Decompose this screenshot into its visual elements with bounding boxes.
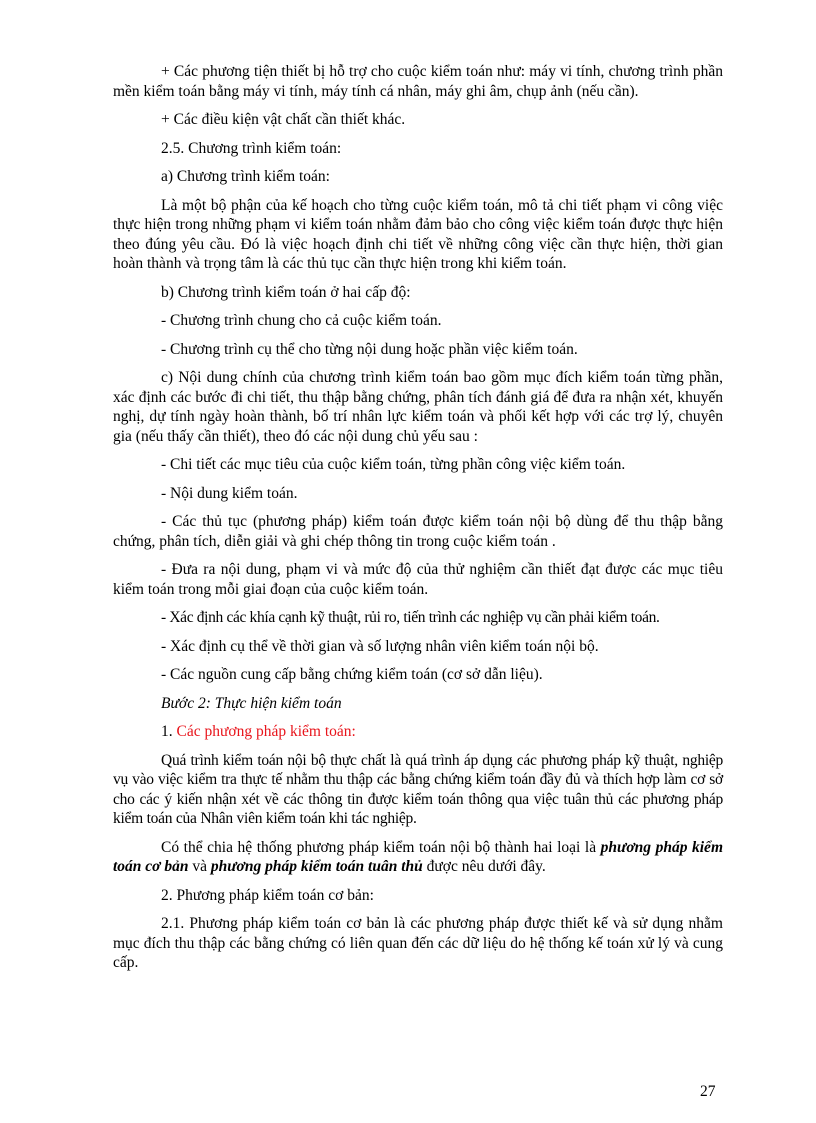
heading-2-5-b: b) Chương trình kiểm toán ở hai cấp độ: — [161, 283, 411, 301]
section-1-title: Các phương pháp kiểm toán: — [176, 723, 356, 740]
list-item-content: - Nội dung kiểm toán. — [161, 484, 298, 502]
list-item-objectives: - Chi tiết các mục tiêu của cuộc kiểm toán, từng phần công việc kiểm toán. — [161, 456, 626, 473]
section-1-number: 1. — [161, 723, 177, 740]
list-item-time-staff: - Xác định cụ thể về thời gian và số lượng nhân viên kiểm toán nội bộ. — [161, 637, 599, 655]
classification-and: và — [188, 858, 211, 875]
classification-lead: Có thể chia hệ thống phương pháp kiểm toán nội bộ thành hai loại là — [161, 838, 601, 856]
paragraph-classification — [113, 838, 723, 877]
heading-2-5: 2.5. Chương trình kiểm toán: — [161, 139, 342, 157]
term-substantive-method: phương pháp kiểm toán cơ bản — [113, 838, 723, 875]
paragraph-main-content: c) Nội dung chính của chương trình kiểm toán bao gồm mục đích kiểm toán từng phần, xác định các bước đi chi tiết, thu thập bằng chứng, phân tích đánh giá để đưa ra nhận xét, khuyến nghị, dự tính ngày hoàn thành, bố trí nhân lực kiểm toán và phối kết hợp với các trợ lý, chuyên gia (nếu thấy cần thiết), theo đó các nội dung chủ yếu sau : — [113, 369, 723, 445]
list-item-general-program: - Chương trình chung cho cả cuộc kiểm toán. — [161, 312, 442, 329]
term-compliance-method: phương pháp kiểm toán tuân thủ — [210, 858, 423, 875]
section-2-heading: 2. Phương pháp kiểm toán cơ bản: — [161, 886, 374, 904]
section-1-heading — [113, 722, 723, 742]
heading-2-5-a: a) Chương trình kiểm toán: — [161, 168, 330, 185]
list-item-specific-program: - Chương trình cụ thể cho từng nội dung hoặc phần việc kiểm toán. — [161, 340, 578, 358]
paragraph-audit-process: Quá trình kiểm toán nội bộ thực chất là quá trình áp dụng các phương pháp kỹ thuật, nghiệp vụ vào việc kiểm tra thực tế nhằm thu thập các bằng chứng kiểm toán đầy đủ và thích hợp làm cơ sở cho các ý kiến nhận xét về các thông tin được kiểm toán thông qua việc tuân thủ các phương pháp kiểm toán của Nhân viên kiểm toán khi tác nghiệp. — [113, 751, 723, 827]
document-body — [113, 62, 723, 982]
list-item-procedures: - Các thủ tục (phương pháp) kiểm toán được kiểm toán nội bộ dùng để thu thập bằng chứng, phân tích, diễn giải và ghi chép thông tin trong cuộc kiểm toán . — [113, 513, 723, 550]
list-item-evidence-sources: - Các nguồn cung cấp bằng chứng kiểm toán (cơ sở dẫn liệu). — [161, 666, 543, 683]
list-item-scope: - Đưa ra nội dung, phạm vi và mức độ của thử nghiệm cần thiết đạt được các mục tiêu kiểm toán trong mỗi giai đoạn của cuộc kiểm toán. — [113, 561, 723, 598]
list-item-technical-risk: - Xác định các khía cạnh kỹ thuật, rủi ro, tiến trình các nghiệp vụ cần phải kiểm toán. — [161, 609, 660, 626]
step-2-heading: Bước 2: Thực hiện kiểm toán — [161, 694, 342, 712]
paragraph-other-conditions: + Các điều kiện vật chất cần thiết khác. — [161, 111, 406, 128]
paragraph-program-definition: Là một bộ phận của kế hoạch cho từng cuộc kiểm toán, mô tả chi tiết phạm vi công việc thực hiện trong những phạm vi kiểm toán nhằm đảm bảo cho công việc kiểm toán được thực hiện theo đúng yêu cầu. Đó là việc hoạch định chi tiết về những công việc cần thực hiện, thời gian hoàn thành và trọng tâm là các thủ tục cần thực hiện trong khi kiểm toán. — [113, 196, 723, 272]
classification-tail: được nêu dưới đây. — [422, 858, 546, 875]
paragraph-2-1: 2.1. Phương pháp kiểm toán cơ bản là các phương pháp được thiết kế và sử dụng nhằm mục đích thu thập các bằng chứng có liên quan đến các dữ liệu do hệ thống kế toán xử lý và cung cấp. — [113, 915, 723, 971]
page-number: 27 — [700, 1083, 716, 1100]
paragraph-equipment: + Các phương tiện thiết bị hỗ trợ cho cuộc kiểm toán như: máy vi tính, chương trình phần mền kiểm toán bằng máy vi tính, máy tính cá nhân, máy ghi âm, chụp ảnh (nếu cần). — [113, 63, 723, 100]
